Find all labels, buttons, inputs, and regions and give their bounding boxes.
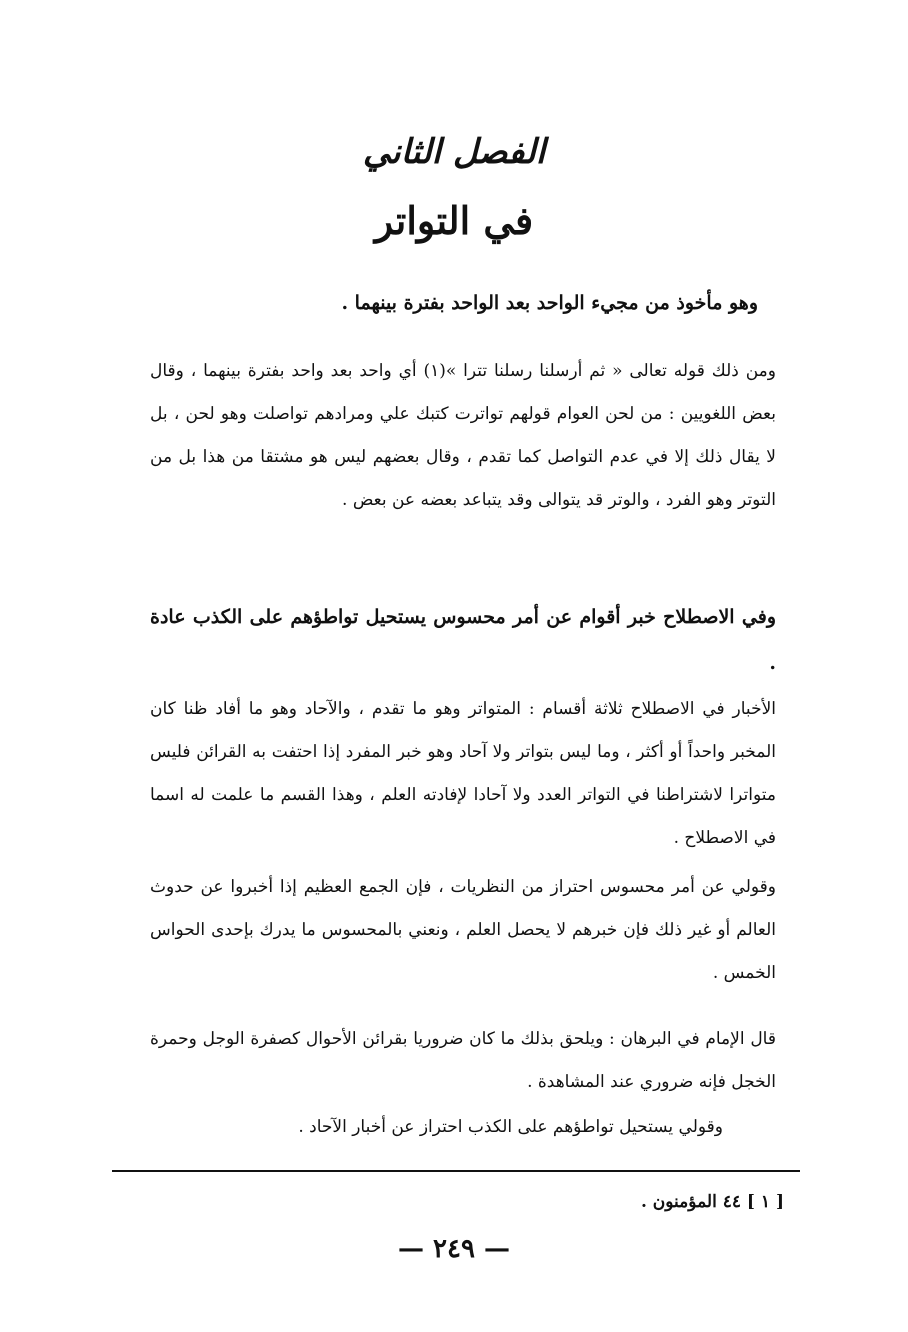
paragraph-ahad-exclusion: وقولي يستحيل تواطؤهم على الكذب احتراز عن أخبار الآحاد . [298,1117,723,1137]
paragraph-types-of-reports: الأخبار في الاصطلاح ثلاثة أقسام : المتواتر وهو ما تقدم ، والآحاد وهو ما أفاد ظنا كان المخبر واحداً أو أكثر ، وما ليس بتواتر ولا آحاد وهو خبر المفرد إذا احتفت به القرائن فليس متواترا لاشتراطنا في التواتر العدد ولا آحادا لإفادته العلم ، وهذا القسم ما علمت له اسما في الاصطلاح . [150,699,776,848]
paragraph-quran-example: ومن ذلك قوله تعالى « ثم أرسلنا رسلنا تترا »(١) أي واحد بعد واحد بفترة بينهما ، وقال بعض اللغويين : من لحن العوام قولهم تواترت كتبك علي ومرادهم تواصلت وهو لحن ، بل لا يقال ذلك إلا في عدم التواصل كما تقدم ، وقال بعضهم ليس هو مشتقا من هذا بل من التوتر وهو الفرد ، والوتر قد يتوالى وقد يتباعد بعضه عن بعض . [150,361,776,510]
page-number: — ٢٤٩ — [397,1234,511,1264]
paragraph-definition: وهو مأخوذ من مجيء الواحد بعد الواحد بفترة بينهما . [341,292,758,314]
paragraph-burhan-quote: قال الإمام في البرهان : ويلحق بذلك ما كان ضروريا بقرائن الأحوال كصفرة الوجل وحمرة الخجل فإنه ضروري عند المشاهدة . [150,1029,776,1092]
footnote: [ ١ ] ٤٤ المؤمنون . [640,1192,784,1212]
paragraph-sensory-condition: وقولي عن أمر محسوس احتراز من النظريات ، فإن الجمع العظيم إذا أخبروا عن حدوث العالم أو غير ذلك فإن خبرهم لا يحصل العلم ، ونعني بالمحسوس ما يدرك بإحدى الحواس الخمس . [150,877,776,983]
chapter-subtitle: في التواتر [374,198,534,243]
chapter-title: الفصل الثاني [362,132,546,172]
footnote-divider [112,1170,800,1172]
paragraph-terminology: وفي الاصطلاح خبر أقوام عن أمر محسوس يستحيل تواطؤهم على الكذب عادة . [150,606,776,674]
